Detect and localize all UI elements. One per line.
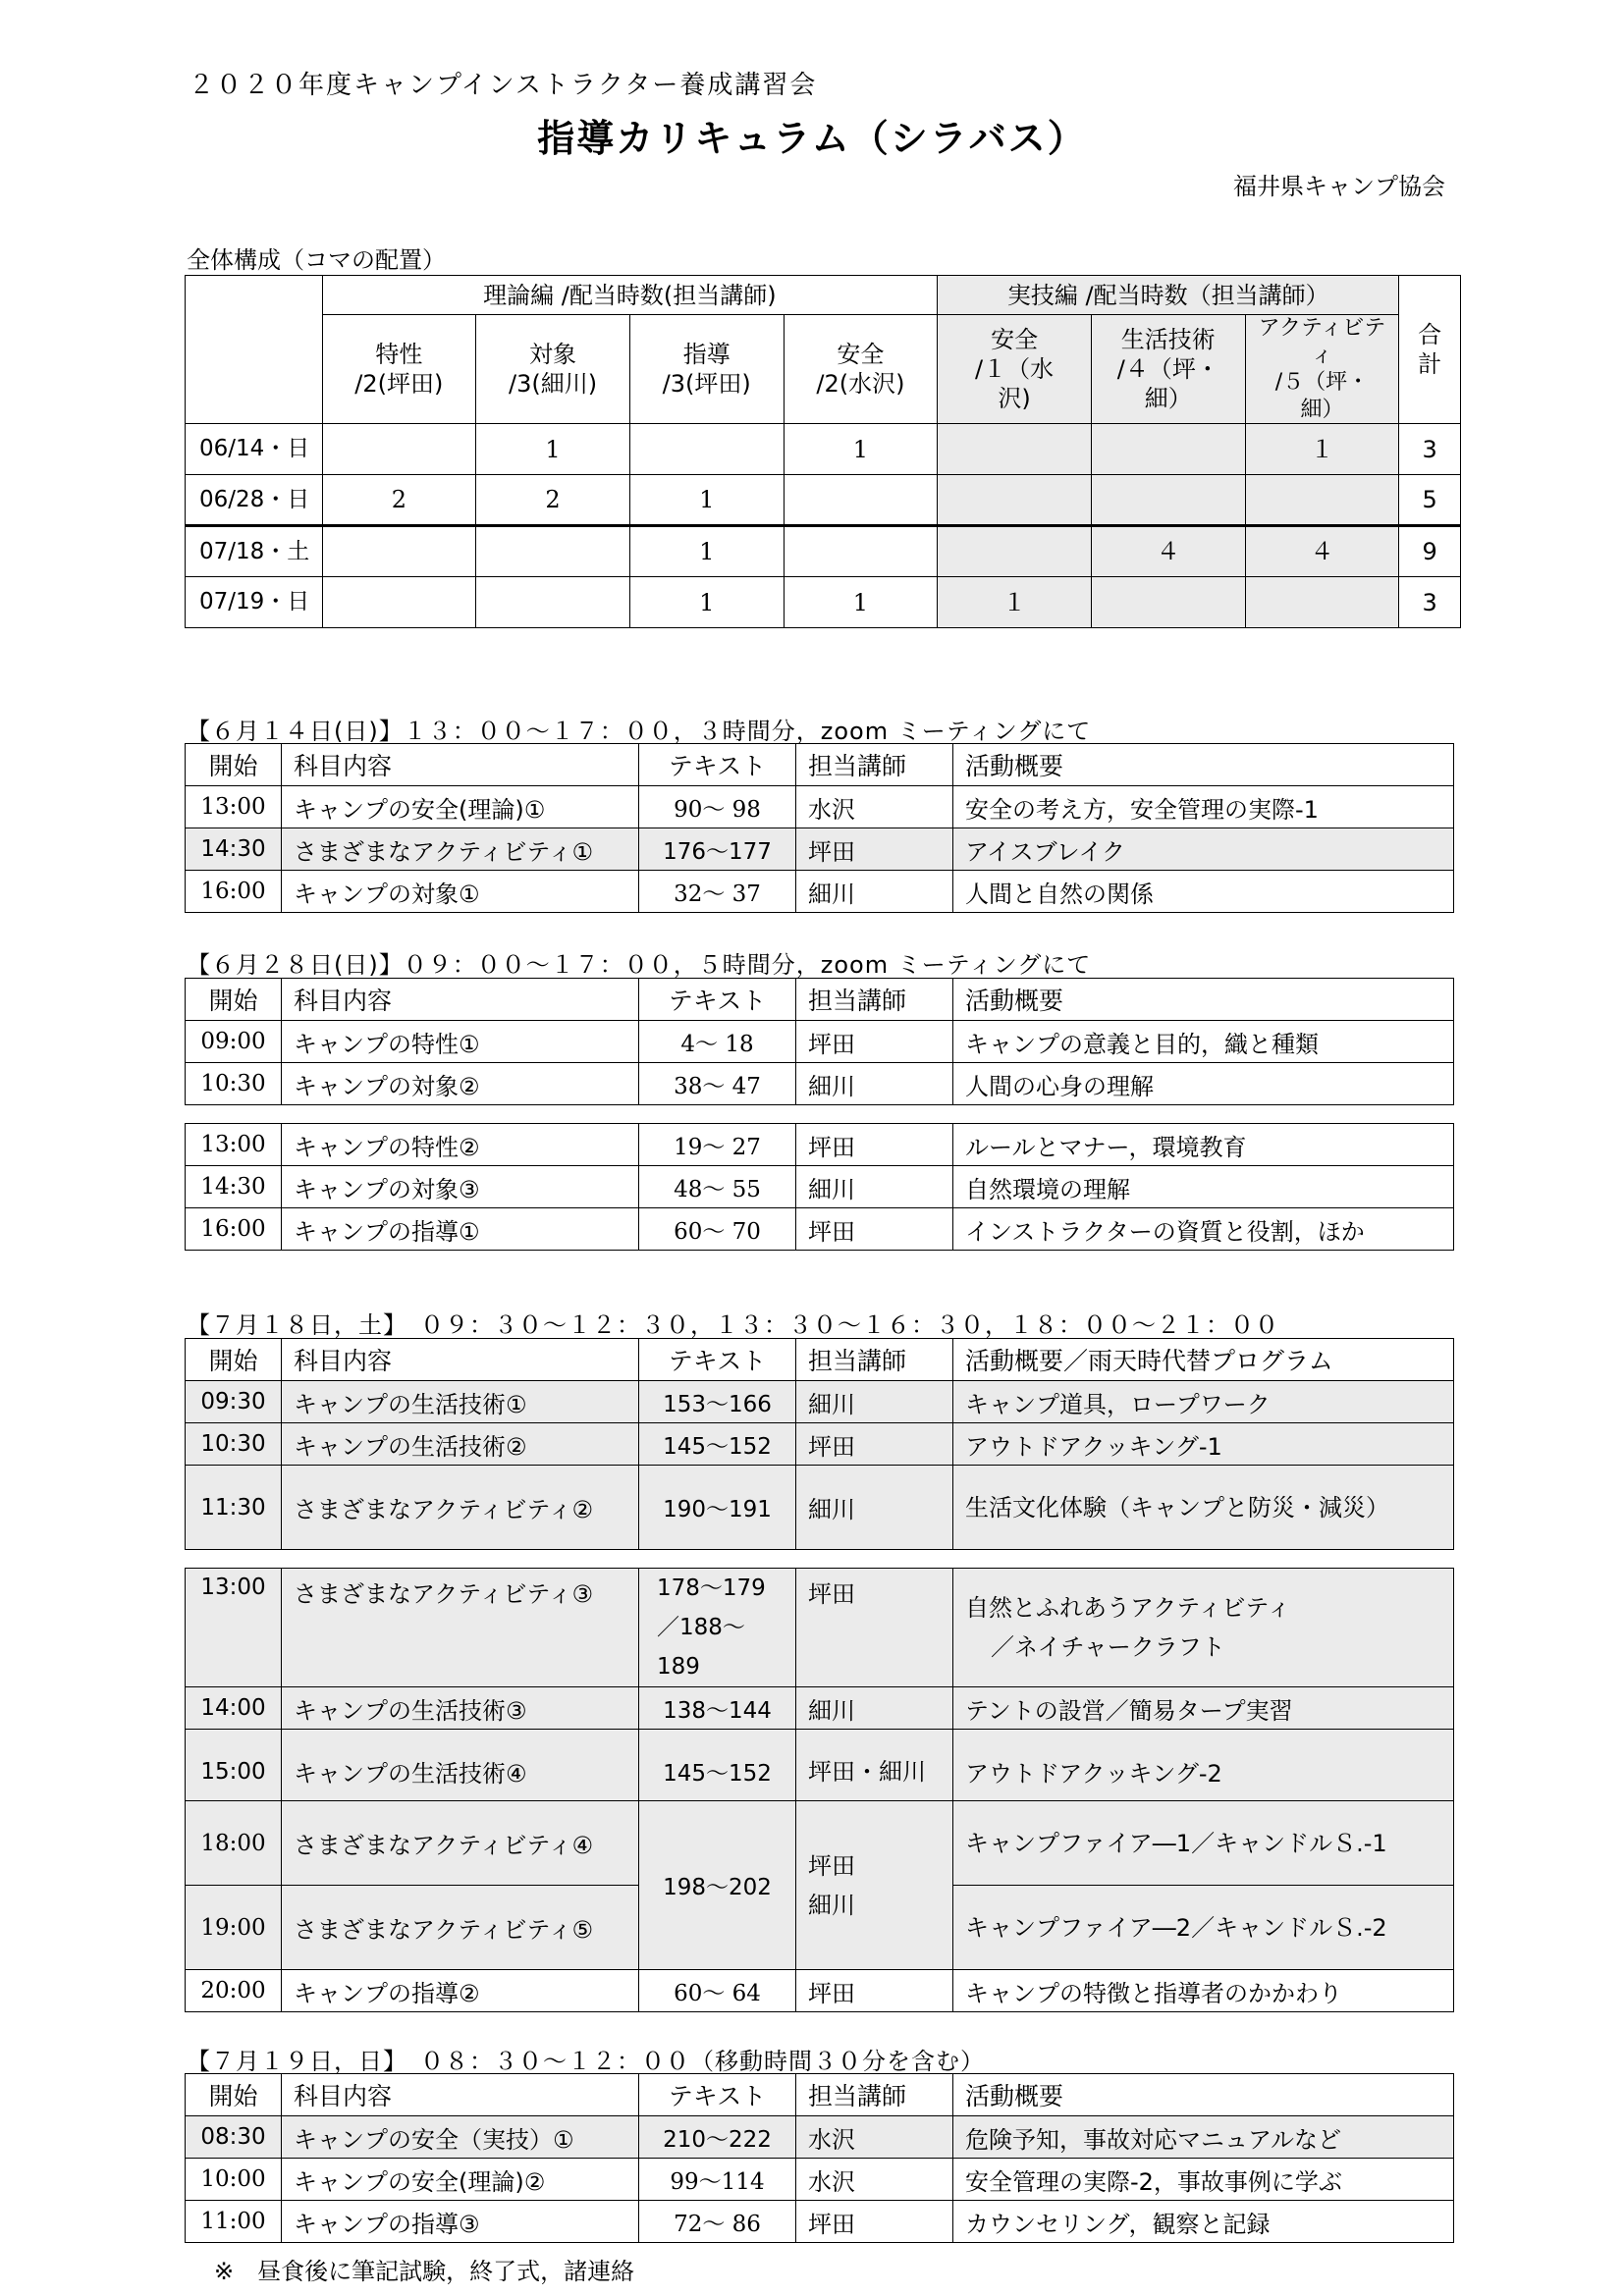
row-subject: さまざまなアクティビティ① [282,828,639,871]
row-subject: キャンプの対象① [282,871,639,913]
row-subject: キャンプの安全(理論)① [282,786,639,828]
practice-group-header: 実技編 /配当時数（担当講師） [938,276,1399,315]
row-time: 13:00 [186,786,282,828]
overview-cell [784,526,938,577]
row-activity: カウンセリング，観察と記録 [953,2201,1454,2243]
row-activity: キャンプファイア―2／キャンドルＳ.-2 [953,1886,1454,1970]
row-subject: キャンプの特性② [282,1124,639,1166]
row-subject: さまざまなアクティビティ② [282,1466,639,1550]
row-lecturer: 細川 [796,871,953,913]
table-row [186,1063,1454,1105]
row-lecturer: 水沢 [796,786,953,828]
header-lecturer: 担当講師 [796,1339,953,1381]
overview-cell [784,475,938,526]
header-start: 開始 [186,2074,282,2116]
header-text: テキスト [639,2074,796,2116]
row-time: 16:00 [186,1208,282,1251]
row-lecturer: 細川 [796,1381,953,1423]
row-activity: アウトドアクッキング-1 [953,1423,1454,1466]
row-subject: キャンプの対象② [282,1063,639,1105]
header-text: テキスト [639,979,796,1021]
col-shido-line2: /3(坪田) [662,370,751,398]
row-lecturer: 坪田 [796,2201,953,2243]
row-subject: キャンプの特性① [282,1021,639,1063]
row-time: 09:00 [186,1021,282,1063]
row-text: 99～114 [639,2159,796,2201]
header-start: 開始 [186,979,282,1021]
row-lecturer-merged [796,1801,953,1970]
row-time: 08:30 [186,2116,282,2159]
table-row [186,2159,1454,2201]
row-activity: アウトドアクッキング-2 [953,1730,1454,1814]
row-lecturer: 坪田・細川 [796,1730,953,1814]
table-row [186,1569,1454,1687]
session-table-0718-am [185,1338,1454,1550]
header-text: テキスト [639,1339,796,1381]
row-subject: キャンプの生活技術④ [282,1730,639,1814]
session-table-0614 [185,743,1454,913]
row-lecturer: 細川 [796,1687,953,1730]
header-lecturer: 担当講師 [796,744,953,786]
table-row [186,2116,1454,2159]
overview-table [185,275,1461,628]
row-activity: キャンプの意義と目的，織と種類 [953,1021,1454,1063]
header-activity-alt: 活動概要／雨天時代替プログラム [953,1339,1454,1381]
total-header-label: 合計 [1418,321,1442,378]
row-time: 18:00 [186,1801,282,1886]
overview-date: 06/14・日 [186,424,323,475]
row-time: 10:30 [186,1063,282,1105]
row-lecturer: 坪田 [796,1124,953,1166]
col-seikatsu-line1: 生活技術 [1120,326,1216,353]
row-lecturer-merged-1: 坪田 [808,1851,855,1880]
overview-cell: １ [1245,424,1399,475]
row-activity: キャンプファイア―1／キャンドルＳ.-1 [953,1801,1454,1886]
row-time: 09:30 [186,1381,282,1423]
header-subject: 科目内容 [282,979,639,1021]
row-time: 11:30 [186,1466,282,1550]
table-row [186,828,1454,871]
col-seikatsu-line3: 細） [1144,385,1192,412]
row-subject: さまざまなアクティビティ⑤ [282,1886,639,1970]
table-row [186,1166,1454,1208]
col-header-taisho [476,315,630,424]
total-header [1399,276,1461,424]
row-time: 19:00 [186,1886,282,1970]
row-time: 20:00 [186,1970,282,2012]
row-time: 10:30 [186,1423,282,1466]
row-lecturer: 坪田 [796,1569,953,1687]
row-text: 190～191 [639,1466,796,1550]
col-anzen2-line1: 安全 [991,326,1039,353]
row-subject: キャンプの指導③ [282,2201,639,2243]
row-subject: キャンプの指導① [282,1208,639,1251]
overview-label: 全体構成（コマの配置） [187,246,446,274]
row-activity: 危険予知，事故対応マニュアルなど [953,2116,1454,2159]
header-text: テキスト [639,744,796,786]
col-anzen2-line3: 沢) [998,385,1031,412]
col-anzen-line2: /2(水沢) [816,370,905,398]
row-subject: キャンプの安全(理論)② [282,2159,639,2201]
row-text: 145～152 [639,1423,796,1466]
table-row [186,1801,1454,1886]
row-text: 176～177 [639,828,796,871]
row-activity: 人間と自然の関係 [953,871,1454,913]
row-activity: 生活文化体験（キャンプと防災・減災） [953,1466,1454,1550]
table-row [186,2201,1454,2243]
overview-cell [1091,424,1245,475]
row-text: 32～ 37 [639,871,796,913]
row-text: 90～ 98 [639,786,796,828]
row-lecturer: 水沢 [796,2116,953,2159]
row-activity: アイスブレイク [953,828,1454,871]
col-tokusei-line1: 特性 [375,341,423,368]
row-activity: キャンプ道具，ロープワーク [953,1381,1454,1423]
row-lecturer: 坪田 [796,1208,953,1251]
row-activity: インストラクターの資質と役割，ほか [953,1208,1454,1251]
col-seikatsu-line2: /４（坪・ [1116,355,1219,383]
row-activity: ルールとマナー，環境教育 [953,1124,1454,1166]
row-text: 60～ 64 [639,1970,796,2012]
row-activity: テントの設営／簡易タープ実習 [953,1687,1454,1730]
row-time: 14:30 [186,828,282,871]
session-heading-0718: 【７月１８日，土】 ０９：３０～１２：３０，１３：３０～１６：３０，１８：００～２１：００ [187,1311,1279,1339]
col-header-shido [629,315,784,424]
col-taisho-line1: 対象 [529,341,577,368]
row-subject: キャンプの生活技術② [282,1423,639,1466]
row-time: 13:00 [186,1124,282,1166]
row-lecturer: 坪田 [796,1423,953,1466]
overview-cell: 1 [784,577,938,628]
row-text: 145～152 [639,1730,796,1814]
session-table-0718-pm [185,1568,1454,1814]
header-lecturer: 担当講師 [796,2074,953,2116]
row-lecturer: 水沢 [796,2159,953,2201]
row-text: 38～ 47 [639,1063,796,1105]
row-activity [953,1569,1454,1687]
row-subject: キャンプの生活技術① [282,1381,639,1423]
row-text: 60～ 70 [639,1208,796,1251]
row-time: 13:00 [186,1569,282,1687]
col-header-seikatsu [1091,315,1245,424]
row-time: 14:00 [186,1687,282,1730]
row-text-line2: ／188～189 [657,1615,745,1680]
course-name: ２０２０年度キャンプインストラクター養成講習会 [189,71,818,100]
row-text: 210～222 [639,2116,796,2159]
header-activity: 活動概要 [953,744,1454,786]
col-header-anzen-theory [784,315,938,424]
table-row [186,1208,1454,1251]
overview-cell [476,577,630,628]
page-title: 指導カリキュラム（シラバス） [537,117,1087,160]
row-subject: キャンプの指導② [282,1970,639,2012]
col-header-activity [1245,315,1399,424]
table-row [186,786,1454,828]
overview-total: 3 [1399,424,1461,475]
overview-cell [1091,475,1245,526]
header-subject: 科目内容 [282,1339,639,1381]
table-row [186,1381,1454,1423]
row-subject: さまざまなアクティビティ④ [282,1801,639,1886]
col-tokusei-line2: /2(坪田) [354,370,444,398]
session-table-0718-evening [185,1800,1454,2012]
overview-cell [938,475,1092,526]
table-row [186,1970,1454,2012]
overview-cell: 1 [476,424,630,475]
col-anzen2-line2: /１（水 [975,355,1055,383]
row-time: 16:00 [186,871,282,913]
session-table-0628-pm [185,1123,1454,1251]
col-header-anzen-practice [938,315,1092,424]
overview-cell [1245,475,1399,526]
footnote: ※ 昼食後に筆記試験，終了式，諸連絡 [214,2258,635,2285]
col-header-tokusei [322,315,476,424]
row-text: 138～144 [639,1687,796,1730]
overview-corner [186,276,323,424]
row-text: 19～ 27 [639,1124,796,1166]
table-row [186,871,1454,913]
row-subject: キャンプの安全（実技）① [282,2116,639,2159]
row-time: 11:00 [186,2201,282,2243]
row-activity-line1: 自然とふれあうアクティビティ [965,1594,1291,1622]
row-text: 72～ 86 [639,2201,796,2243]
overview-date: 07/19・日 [186,577,323,628]
row-time: 10:00 [186,2159,282,2201]
overview-cell: １ [938,577,1092,628]
session-heading-0719: 【７月１９日，日】 ０８：３０～１２：００（移動時間３０分を含む） [187,2048,985,2075]
header-start: 開始 [186,744,282,786]
overview-cell: ４ [1245,526,1399,577]
row-activity: 安全管理の実際-2，事故事例に学ぶ [953,2159,1454,2201]
row-lecturer: 坪田 [796,1021,953,1063]
col-anzen-line1: 安全 [837,341,885,368]
row-activity: 自然環境の理解 [953,1166,1454,1208]
overview-cell [322,577,476,628]
overview-date: 07/18・土 [186,526,323,577]
header-subject: 科目内容 [282,2074,639,2116]
header-start: 開始 [186,1339,282,1381]
row-lecturer: 細川 [796,1063,953,1105]
overview-cell [1091,577,1245,628]
overview-cell [629,424,784,475]
overview-cell: 1 [629,475,784,526]
header-subject: 科目内容 [282,744,639,786]
row-text-line1: 178～179 [657,1575,766,1601]
header-activity: 活動概要 [953,2074,1454,2116]
overview-cell [476,526,630,577]
table-row [186,1021,1454,1063]
row-activity: 安全の考え方，安全管理の実際-1 [953,786,1454,828]
organization-name: 福井県キャンプ協会 [1233,173,1445,200]
theory-group-header: 理論編 /配当時数(担当講師) [322,276,938,315]
col-activity-line1: アクティビティ [1258,316,1386,368]
overview-total: 3 [1399,577,1461,628]
row-text [639,1569,796,1687]
row-time: 15:00 [186,1730,282,1814]
row-time: 14:30 [186,1166,282,1208]
row-activity-line2: ／ネイチャークラフト [991,1633,1225,1661]
header-activity: 活動概要 [953,979,1454,1021]
overview-cell: ４ [1091,526,1245,577]
overview-total: 5 [1399,475,1461,526]
row-lecturer: 細川 [796,1466,953,1550]
row-lecturer: 細川 [796,1166,953,1208]
table-row [186,1466,1454,1550]
row-text: 48～ 55 [639,1166,796,1208]
table-row [186,1124,1454,1166]
table-row [186,1687,1454,1730]
overview-cell: 1 [629,526,784,577]
overview-cell [938,526,1092,577]
overview-cell [322,526,476,577]
session-table-0719 [185,2073,1454,2243]
row-lecturer: 坪田 [796,1970,953,2012]
col-taisho-line2: /3(細川) [508,370,598,398]
overview-cell: 2 [322,475,476,526]
overview-cell: 2 [476,475,630,526]
session-heading-0628: 【６月２８日(日)】０９：００～１７：００，５時間分，zoom ミーティングにて [187,951,1092,979]
row-subject: キャンプの生活技術③ [282,1687,639,1730]
row-lecturer: 坪田 [796,828,953,871]
overview-cell: 1 [784,424,938,475]
col-activity-line2: /５（坪・ [1274,370,1370,395]
session-heading-0614: 【６月１４日(日)】１３：００～１７：００，３時間分，zoom ミーティングにて [187,718,1092,745]
session-table-0628-am [185,978,1454,1105]
overview-date: 06/28・日 [186,475,323,526]
overview-cell: 1 [629,577,784,628]
overview-cell [1245,577,1399,628]
row-text: 153～166 [639,1381,796,1423]
col-shido-line1: 指導 [682,341,731,368]
header-lecturer: 担当講師 [796,979,953,1021]
row-text-merged: 198～202 [639,1801,796,1970]
row-activity: 人間の心身の理解 [953,1063,1454,1105]
table-row [186,1423,1454,1466]
overview-cell [938,424,1092,475]
overview-total: 9 [1399,526,1461,577]
row-subject: さまざまなアクティビティ③ [282,1569,639,1687]
row-subject: キャンプの対象③ [282,1166,639,1208]
col-activity-line3: 細） [1300,397,1344,422]
row-activity: キャンプの特徴と指導者のかかわり [953,1970,1454,2012]
row-lecturer-merged-2: 細川 [808,1891,855,1919]
row-text: 4～ 18 [639,1021,796,1063]
overview-cell [322,424,476,475]
